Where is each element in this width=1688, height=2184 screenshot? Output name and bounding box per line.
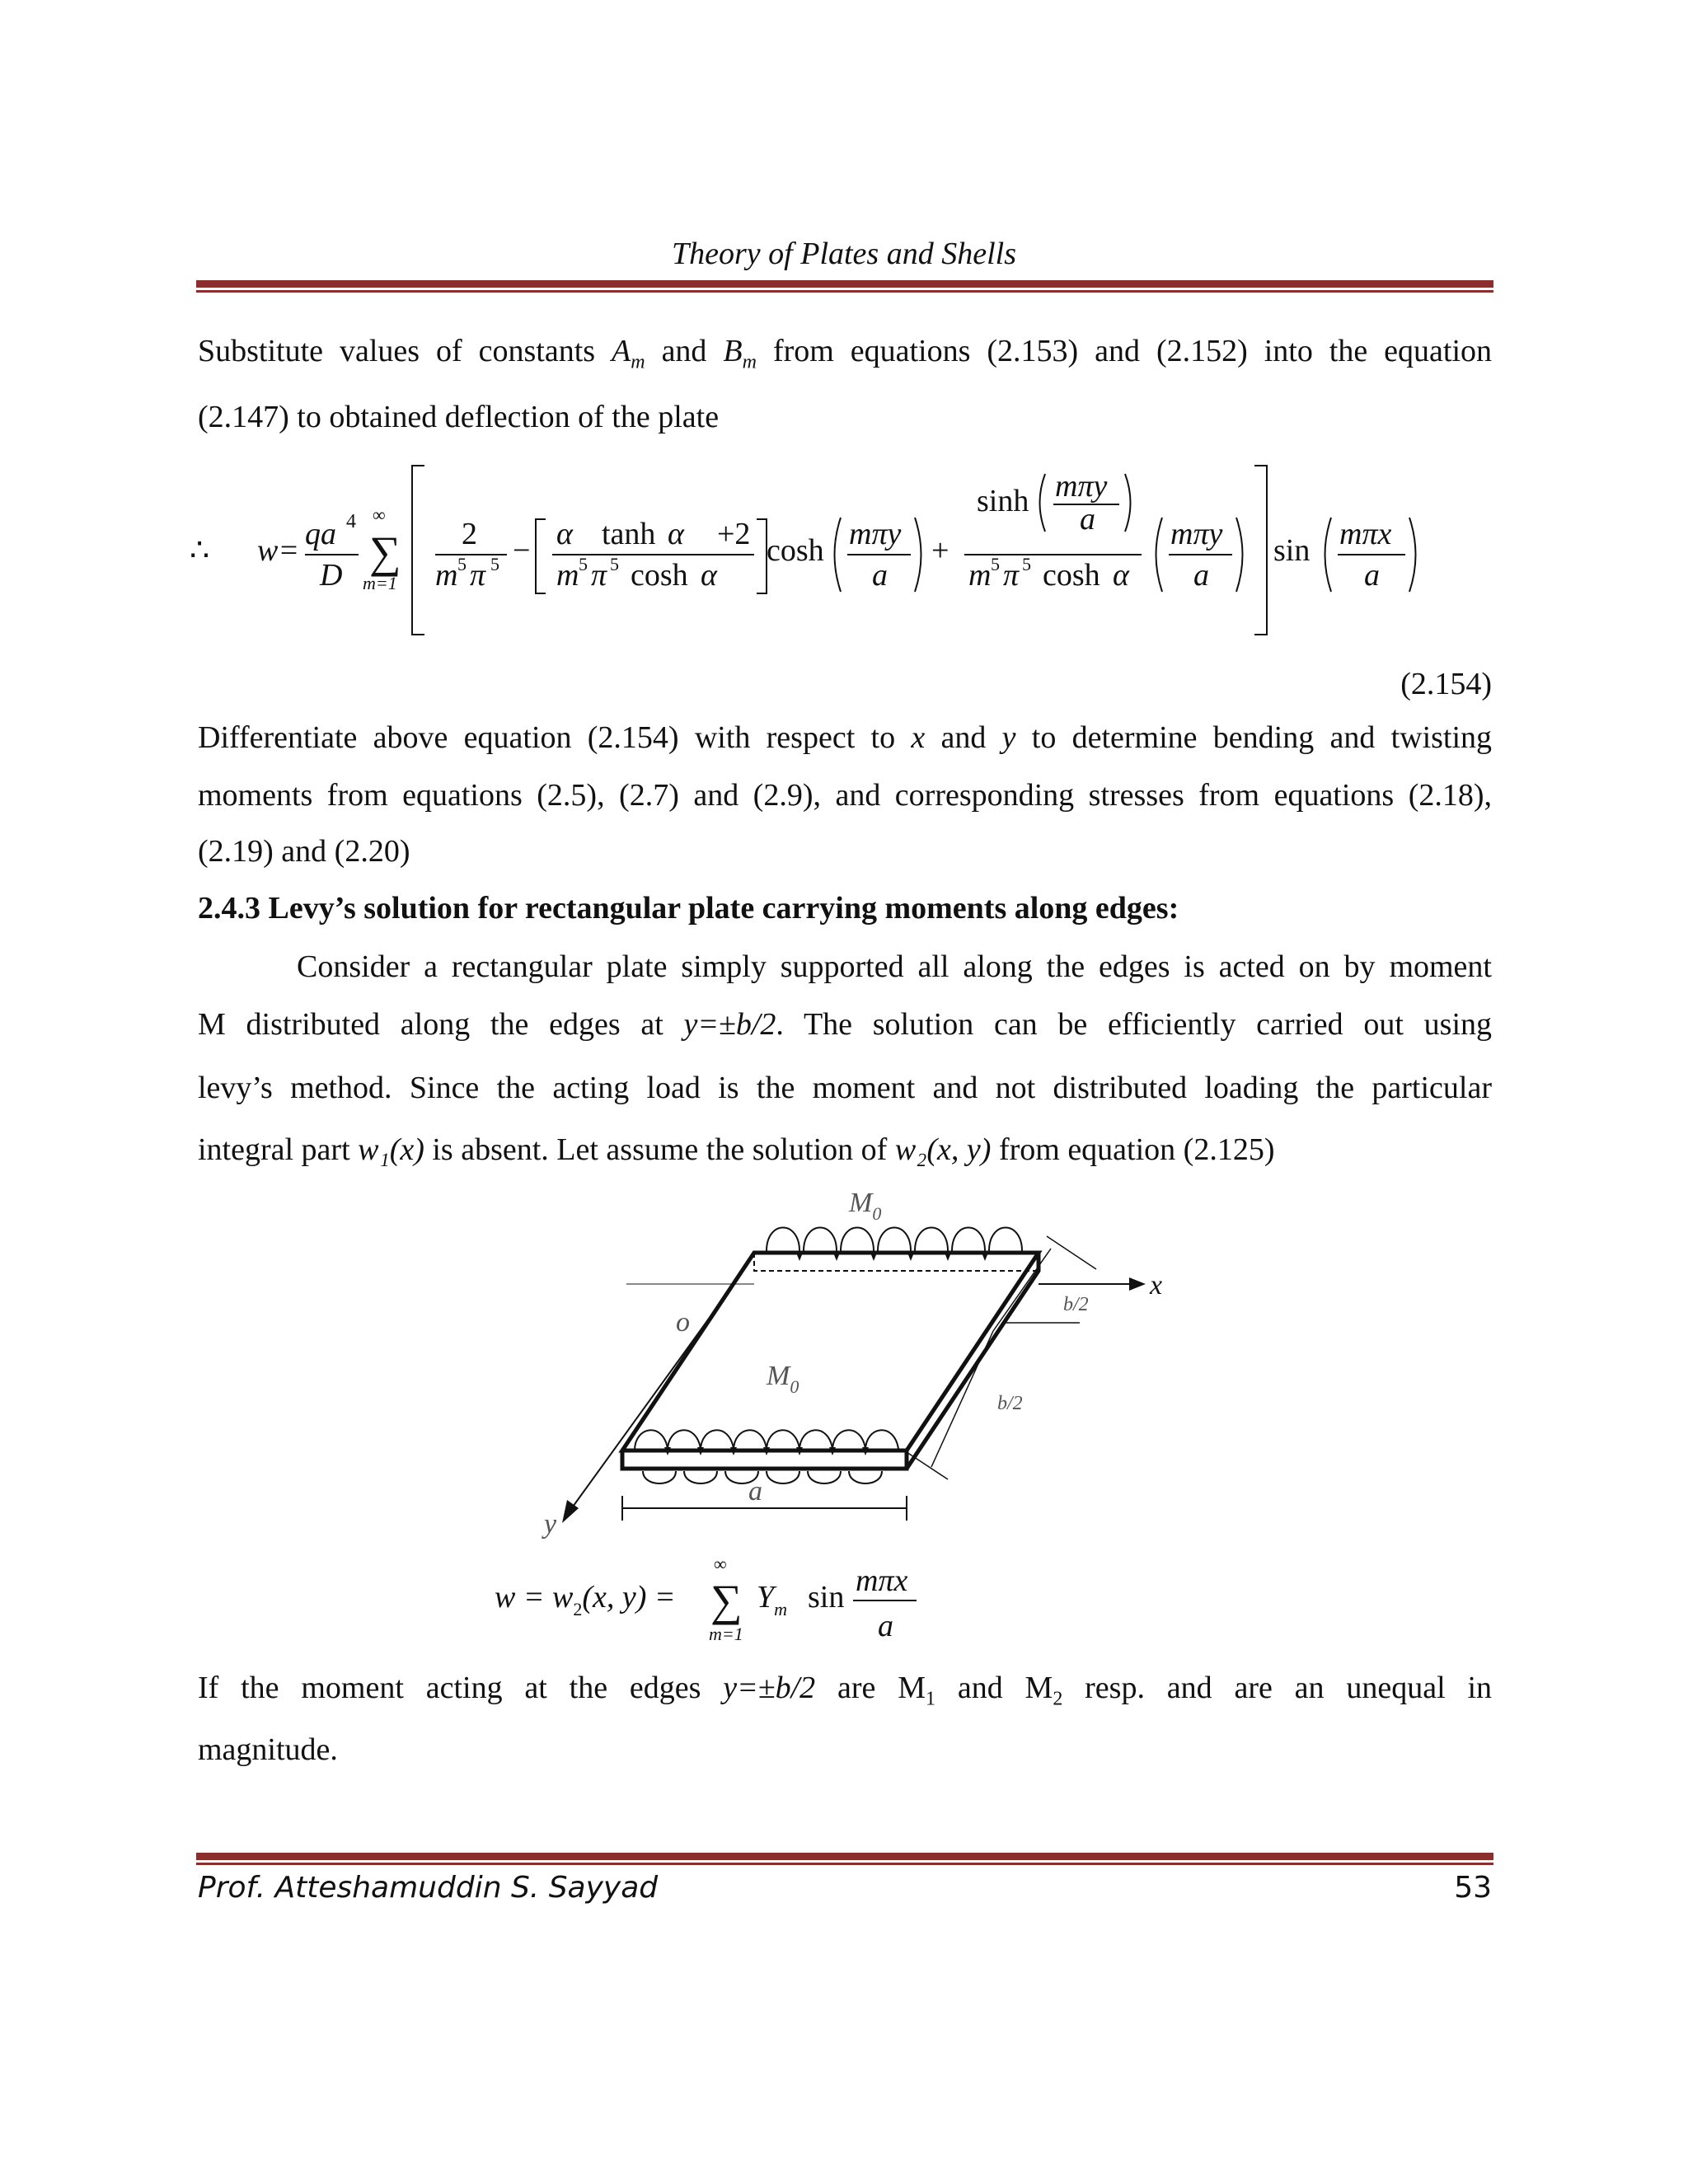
header-rule bbox=[196, 280, 1493, 293]
eq-five-c: 5 bbox=[579, 554, 588, 574]
series-numerator: mπx bbox=[856, 1563, 908, 1598]
eq-m-den-2: m bbox=[968, 558, 992, 593]
series-infinity: ∞ bbox=[714, 1558, 727, 1574]
label-y-axis: y bbox=[544, 1509, 557, 1540]
series-Y: $Y_m$ bbox=[757, 1580, 788, 1619]
eq-five-d: 5 bbox=[610, 554, 619, 574]
eq-five-e: 5 bbox=[991, 554, 1000, 574]
eq-alpha: α bbox=[556, 517, 573, 551]
eq-mpiy: mπy bbox=[849, 517, 902, 551]
eq-a: a bbox=[872, 558, 888, 593]
equation-series bbox=[495, 1558, 923, 1648]
plate-front-edge bbox=[622, 1451, 907, 1469]
eq-qa: qa bbox=[305, 517, 336, 551]
paragraph-3-line-2: M distributed along the edges at y=±b/2. The solution can be efficiently carried out using bbox=[198, 1007, 1493, 1042]
section-heading: 2.4.3 Levy’s solution for rectangular plate carrying moments along edges: bbox=[198, 891, 1179, 926]
paragraph-4-line-1: If the moment acting at the edges y=±b/2 are $M_1$ and $M_2$ resp. and are an unequal in bbox=[198, 1671, 1493, 1710]
eq-sin: sin bbox=[1273, 533, 1311, 568]
eq-infinity: ∞ bbox=[373, 504, 386, 525]
eq-pow4: 4 bbox=[346, 511, 356, 532]
eq-plus2: +2 bbox=[717, 517, 751, 551]
eq-cosh: cosh bbox=[767, 533, 824, 568]
eq-a-2: a bbox=[1080, 502, 1095, 537]
therefore-symbol: ∴ bbox=[190, 533, 210, 568]
eq-w: w= bbox=[257, 533, 299, 568]
paragraph-3-line-4: integral part w₁(x) is absent. Let assume the solution of w₂(x, y) from equation (2.125) bbox=[198, 1132, 1275, 1167]
label-origin-o: o bbox=[676, 1307, 690, 1338]
paragraph-2-line-3: (2.19) and (2.20) bbox=[198, 834, 410, 869]
eq-m-den: m bbox=[556, 558, 579, 593]
series-lhs: $w = w_2(x$, y) = bbox=[495, 1580, 676, 1619]
equation-number: (2.154) bbox=[1400, 667, 1492, 701]
eq-pi-den-2: π bbox=[1003, 558, 1020, 593]
eq-mpiy-2: mπy bbox=[1055, 469, 1108, 504]
page-number: 53 bbox=[1454, 1871, 1492, 1905]
series-m1: m=1 bbox=[709, 1624, 743, 1644]
paragraph-2-line-1: Differentiate above equation (2.154) with respect to x and y to determine bending and twisting bbox=[198, 720, 1493, 755]
eq-plus: + bbox=[931, 533, 950, 568]
eq-mpiy-3: mπy bbox=[1170, 517, 1223, 551]
label-m0-middle: $M_0$ bbox=[767, 1361, 799, 1397]
label-m0-top: $M_0$ bbox=[849, 1188, 882, 1224]
y-axis-line bbox=[569, 1319, 709, 1512]
label-x-axis: x bbox=[1150, 1270, 1163, 1301]
equation-2-154 bbox=[190, 453, 1442, 651]
eq-alpha-3: α bbox=[701, 558, 717, 593]
series-sin: sin bbox=[808, 1580, 845, 1615]
eq-sum: ∑ bbox=[369, 527, 401, 577]
eq-a-3: a bbox=[1193, 558, 1209, 593]
plate-back-edge bbox=[754, 1253, 1039, 1271]
eq-pi: π bbox=[470, 558, 486, 593]
eq-alpha-2: α bbox=[668, 517, 684, 551]
eq-cosh-den: cosh bbox=[631, 558, 688, 593]
eq-two: 2 bbox=[462, 517, 477, 551]
eq-m: m bbox=[435, 558, 458, 593]
eq-D: D bbox=[320, 558, 343, 593]
eq-a-4: a bbox=[1364, 558, 1380, 593]
paragraph-1-line-2: (2.147) to obtained deflection of the plate bbox=[198, 400, 720, 434]
paragraph-2-line-2: moments from equations (2.5), (2.7) and (2.9), and corresponding stresses from equations (2.18), bbox=[198, 778, 1492, 813]
eq-five-f: 5 bbox=[1022, 554, 1031, 574]
eq-five-b: 5 bbox=[490, 554, 499, 574]
label-b2-bottom: b/2 bbox=[997, 1393, 1023, 1414]
paragraph-1-line-1: Substitute values of constants $A_m$ and $B_m$ from equations (2.153) and (2.152) into the equation bbox=[198, 334, 1493, 373]
eq-pi-den: π bbox=[591, 558, 607, 593]
label-a: a bbox=[748, 1476, 762, 1507]
eq-cosh-den-2: cosh bbox=[1043, 558, 1100, 593]
footer-author: Prof. Atteshamuddin S. Sayyad bbox=[198, 1871, 659, 1905]
plate-figure bbox=[519, 1187, 1195, 1541]
label-b2-top: b/2 bbox=[1063, 1294, 1089, 1315]
running-header: Theory of Plates and Shells bbox=[672, 237, 1016, 271]
paragraph-3-line-1: Consider a rectangular plate simply supported all along the edges is acted on by moment bbox=[297, 949, 1492, 984]
eq-tanh: tanh bbox=[602, 517, 656, 551]
x-axis-arrowhead bbox=[1129, 1277, 1146, 1291]
eq-five-a: 5 bbox=[457, 554, 467, 574]
series-sum: ∑ bbox=[710, 1576, 743, 1625]
eq-sinh: sinh bbox=[977, 484, 1029, 518]
eq-alpha-4: α bbox=[1113, 558, 1129, 593]
eq-mpix: mπx bbox=[1339, 517, 1392, 551]
paragraph-4-line-2: magnitude. bbox=[198, 1732, 338, 1767]
footer-rule bbox=[196, 1853, 1493, 1865]
eq-minus: − bbox=[513, 533, 531, 568]
series-denominator: a bbox=[878, 1609, 893, 1643]
eq-m1: m=1 bbox=[363, 573, 397, 593]
paragraph-3-line-3: levy’s method. Since the acting load is the moment and not distributed loading the particular bbox=[198, 1071, 1492, 1105]
